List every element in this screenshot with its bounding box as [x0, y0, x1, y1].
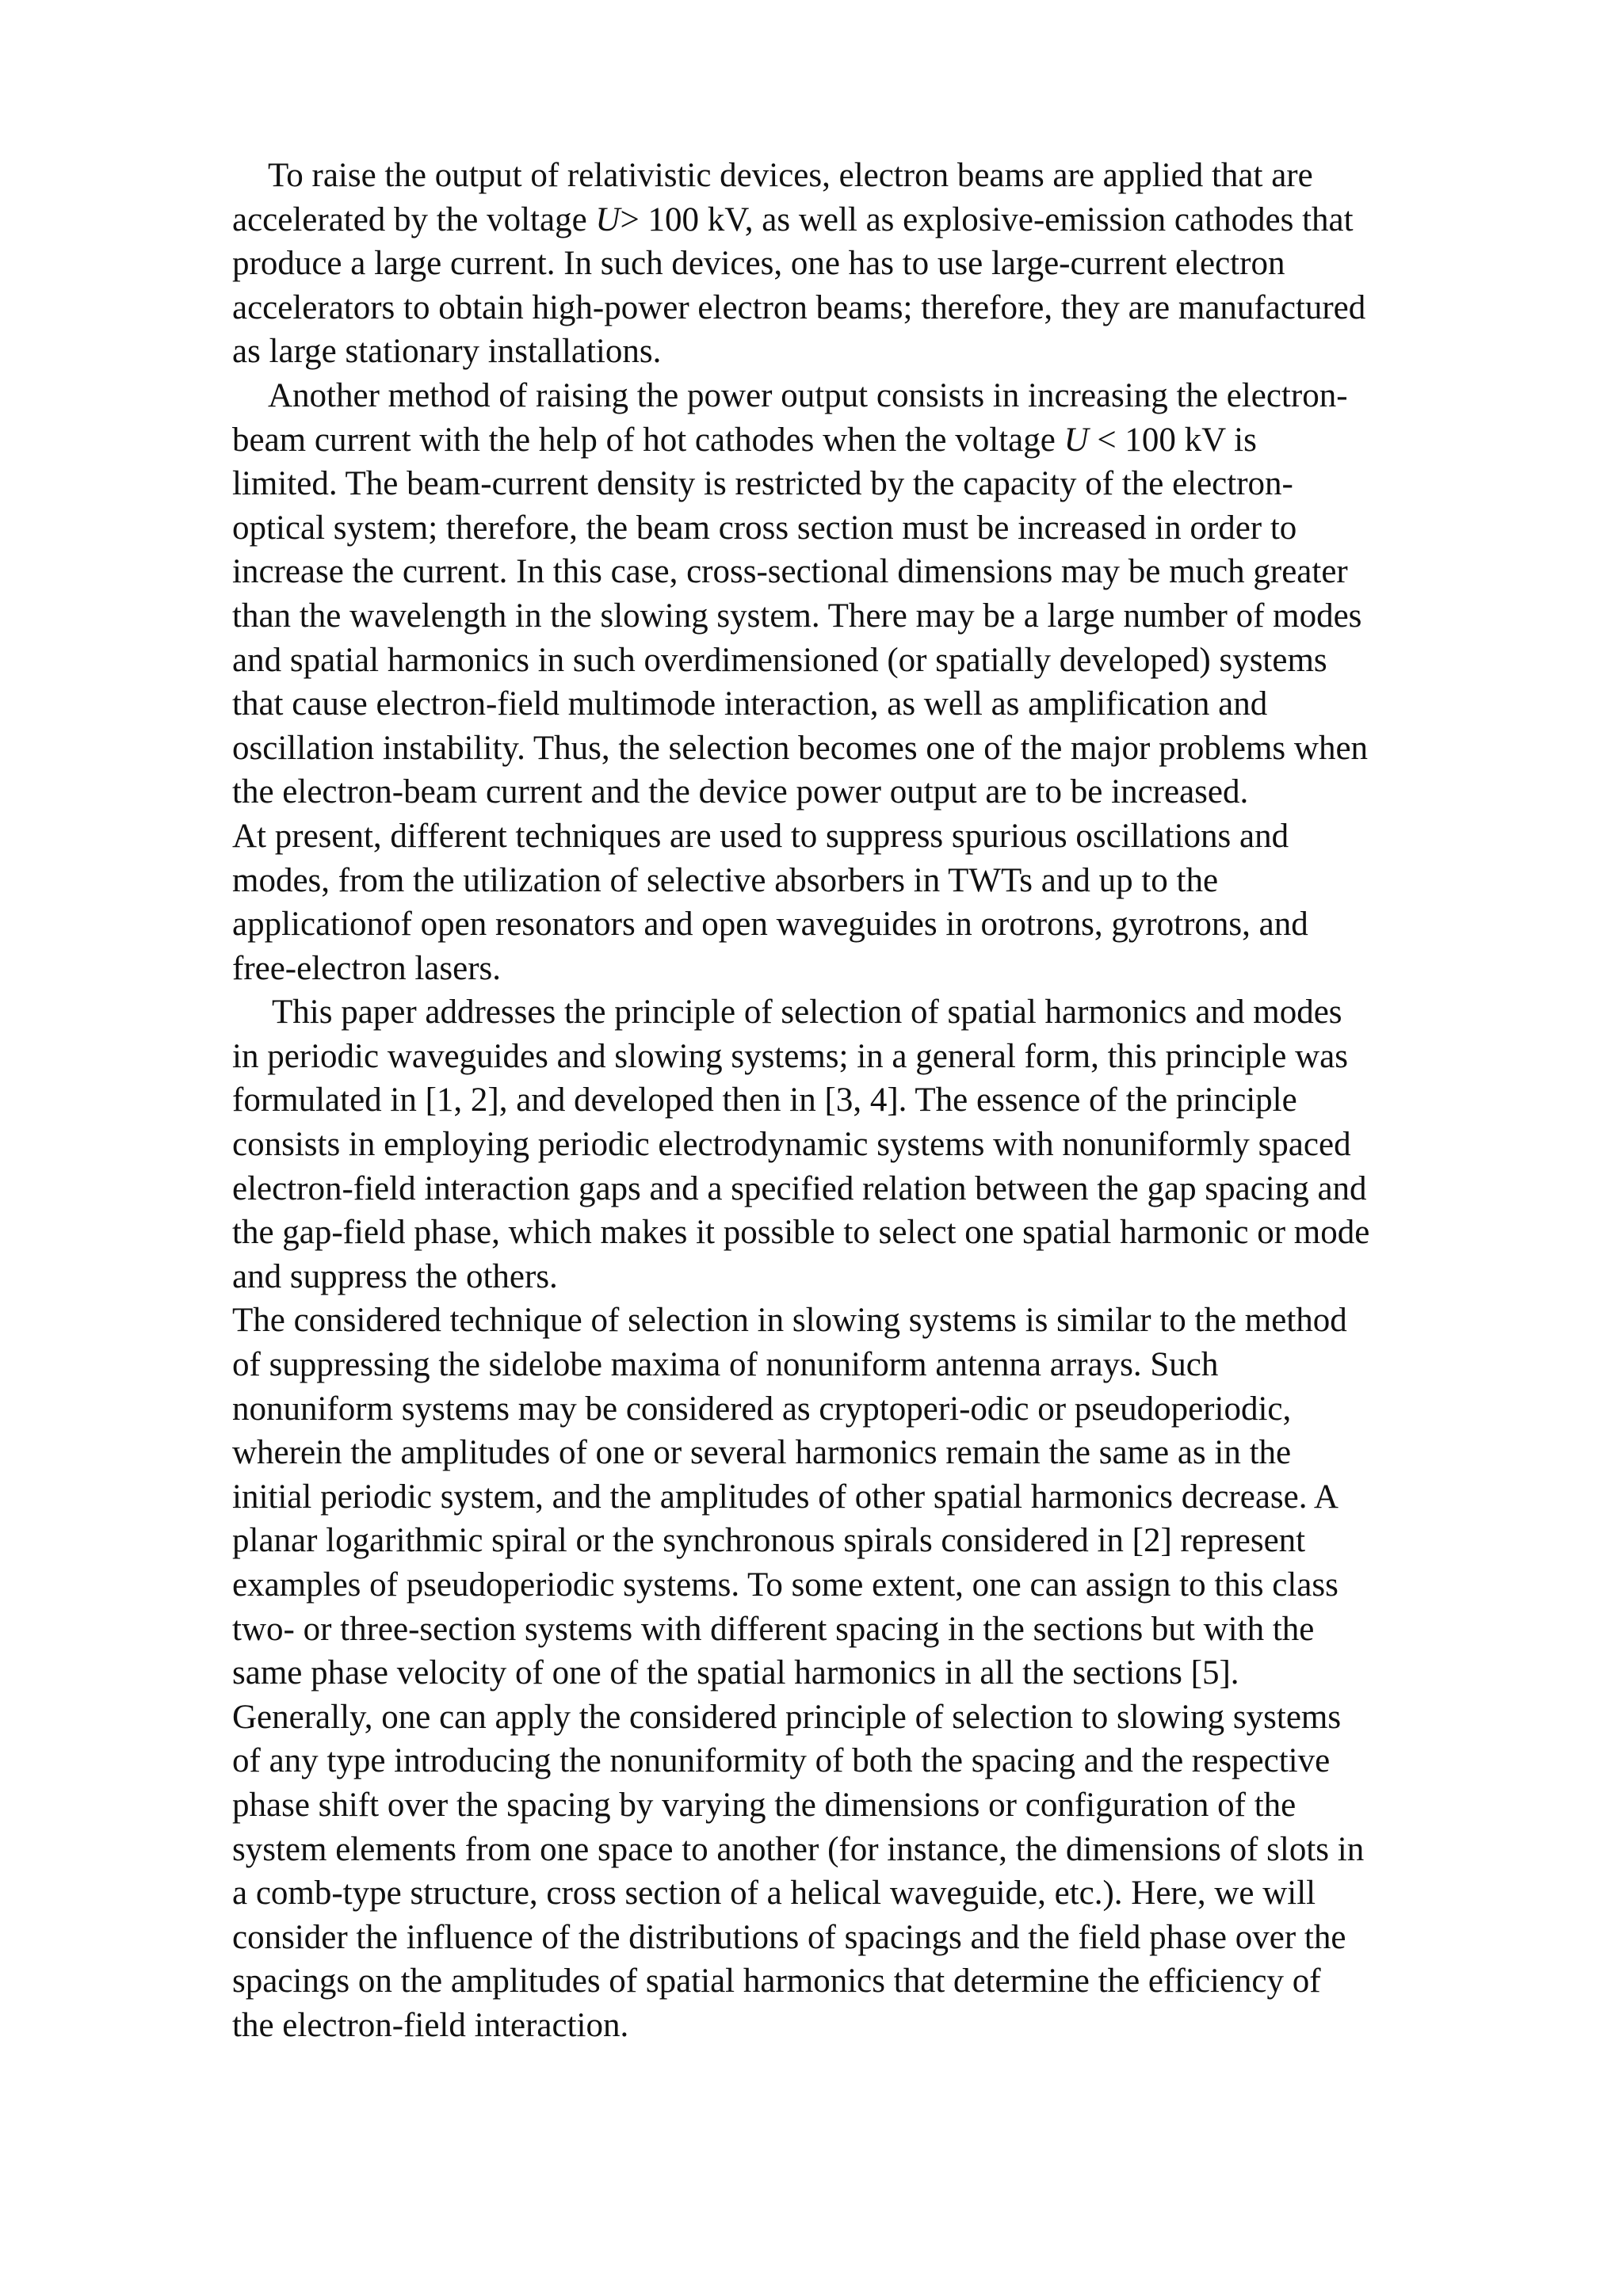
text-line	[232, 1783, 1532, 1828]
text-line	[232, 1519, 1532, 1563]
text-line	[232, 770, 1532, 814]
text-line	[232, 639, 1532, 683]
text-run: wherein the amplitudes of one or several harmonics remain the same as in the	[232, 1434, 1292, 1472]
text-run: modes, from the utilization of selective absorbers in TWTs and up to the	[232, 861, 1219, 899]
text-run: electron-field interaction gaps and a specified relation between the gap spacing and	[232, 1169, 1367, 1207]
text-run: applicationof open resonators and open waveguides in orotrons, gyrotrons, and	[232, 906, 1308, 944]
text-run: > 100 kV, as well as explosive-emission cathodes that	[620, 200, 1354, 238]
text-run: free-electron lasers.	[232, 949, 502, 987]
text-line	[232, 2004, 1532, 2048]
text-line	[232, 594, 1532, 639]
text-run: as large stationary installations.	[232, 333, 662, 371]
text-run: beam current with the help of hot cathodes when the voltage	[232, 421, 1064, 459]
text-run: two- or three-section systems with different spacing in the sections but with the	[232, 1610, 1315, 1648]
text-line	[232, 1475, 1532, 1520]
text-line	[232, 1123, 1532, 1167]
text-run: of any type introducing the nonuniformity of both the spacing and the respective	[232, 1742, 1331, 1780]
text-line	[232, 1255, 1532, 1299]
text-line	[232, 418, 1532, 463]
text-line	[232, 947, 1532, 991]
text-run: system elements from one space to another (for instance, the dimensions of slots in	[232, 1830, 1365, 1868]
text-line	[232, 1959, 1532, 2004]
text-line	[232, 242, 1532, 286]
italic-symbol: U	[595, 200, 621, 238]
text-run: the electron-beam current and the device power output are to be increased.	[232, 773, 1249, 811]
text-run: and suppress the others.	[232, 1257, 558, 1295]
text-line	[232, 814, 1532, 859]
text-line	[232, 330, 1532, 374]
text-line	[232, 154, 1532, 198]
text-run: phase shift over the spacing by varying the dimensions or configuration of the	[232, 1786, 1296, 1824]
text-run: same phase velocity of one of the spatial harmonics in all the sections [5].	[232, 1654, 1239, 1692]
text-run: produce a large current. In such devices, one has to use large-current electron	[232, 245, 1285, 283]
text-run: consists in employing periodic electrodynamic systems with nonuniformly spaced	[232, 1126, 1351, 1164]
text-run: accelerated by the voltage	[232, 200, 596, 238]
text-run: the gap-field phase, which makes it possible to select one spatial harmonic or mode	[232, 1214, 1370, 1252]
text-line	[232, 682, 1532, 727]
text-run: a comb-type structure, cross section of a helical waveguide, etc.). Here, we will	[232, 1875, 1316, 1913]
text-line	[232, 1431, 1532, 1475]
text-line	[232, 1916, 1532, 1960]
text-line	[232, 859, 1532, 903]
text-line	[232, 1035, 1532, 1079]
text-line	[232, 506, 1532, 551]
text-line	[232, 1078, 1532, 1123]
paragraph	[232, 990, 1532, 1299]
text-line	[232, 1211, 1532, 1255]
text-line	[232, 1299, 1532, 1343]
text-run: < 100 kV is	[1088, 421, 1257, 459]
text-line	[232, 1608, 1532, 1652]
italic-symbol: U	[1064, 421, 1089, 459]
text-run: Another method of raising the power output consists in increasing the electron-	[268, 376, 1348, 414]
text-line	[232, 374, 1532, 418]
text-line	[232, 902, 1532, 947]
text-run: spacings on the amplitudes of spatial harmonics that determine the efficiency of	[232, 1962, 1321, 2000]
text-run: of suppressing the sidelobe maxima of nonuniform antenna arrays. Such	[232, 1346, 1219, 1384]
text-run: the electron-field interaction.	[232, 2006, 629, 2044]
text-line	[232, 550, 1532, 594]
text-run: and spatial harmonics in such overdimensioned (or spatially developed) systems	[232, 641, 1327, 679]
paragraph	[232, 374, 1532, 814]
text-run: initial periodic system, and the amplitudes of other spatial harmonics decrease. A	[232, 1478, 1338, 1516]
text-line	[232, 1695, 1532, 1740]
text-run: Generally, one can apply the considered principle of selection to slowing systems	[232, 1698, 1342, 1736]
text-line	[232, 1739, 1532, 1783]
paragraph	[232, 1299, 1532, 2047]
text-run: To raise the output of relativistic devices, electron beams are applied that are	[268, 157, 1313, 194]
text-line	[232, 286, 1532, 330]
text-run: consider the influence of the distributions of spacings and the field phase over the	[232, 1918, 1346, 1956]
text-run: This paper addresses the principle of selection of spatial harmonics and modes	[272, 994, 1342, 1032]
text-line	[232, 990, 1532, 1035]
text-run: than the wavelength in the slowing system. There may be a large number of modes	[232, 597, 1362, 635]
text-line	[232, 462, 1532, 506]
text-run: formulated in [1, 2], and developed then in [3, 4]. The essence of the principle	[232, 1081, 1297, 1119]
text-run: nonuniform systems may be considered as cryptoperi-odic or pseudoperiodic,	[232, 1390, 1292, 1428]
text-run: The considered technique of selection in slowing systems is similar to the method	[232, 1302, 1347, 1340]
text-line	[232, 1651, 1532, 1695]
text-run: At present, different techniques are used to suppress spurious oscillations and	[232, 817, 1289, 855]
text-line	[232, 1871, 1532, 1916]
paragraph	[232, 814, 1532, 990]
text-line	[232, 1828, 1532, 1872]
text-run: accelerators to obtain high-power electron beams; therefore, they are manufactured	[232, 288, 1366, 326]
paragraph	[232, 154, 1532, 374]
text-line	[232, 1343, 1532, 1387]
text-run: limited. The beam-current density is restricted by the capacity of the electron-	[232, 465, 1293, 503]
text-run: planar logarithmic spiral or the synchronous spirals considered in [2] represent	[232, 1522, 1306, 1560]
text-run: that cause electron-field multimode interaction, as well as amplification and	[232, 685, 1268, 723]
text-run: oscillation instability. Thus, the selection becomes one of the major problems when	[232, 729, 1369, 767]
text-line	[232, 198, 1532, 242]
document-body	[232, 154, 1532, 2048]
text-run: in periodic waveguides and slowing systems; in a general form, this principle was	[232, 1037, 1348, 1075]
text-line	[232, 727, 1532, 771]
text-line	[232, 1563, 1532, 1608]
text-run: examples of pseudoperiodic systems. To some extent, one can assign to this class	[232, 1566, 1338, 1604]
text-run: increase the current. In this case, cross-sectional dimensions may be much greater	[232, 553, 1348, 591]
text-line	[232, 1387, 1532, 1432]
text-run: optical system; therefore, the beam cross section must be increased in order to	[232, 509, 1297, 547]
text-line	[232, 1167, 1532, 1211]
